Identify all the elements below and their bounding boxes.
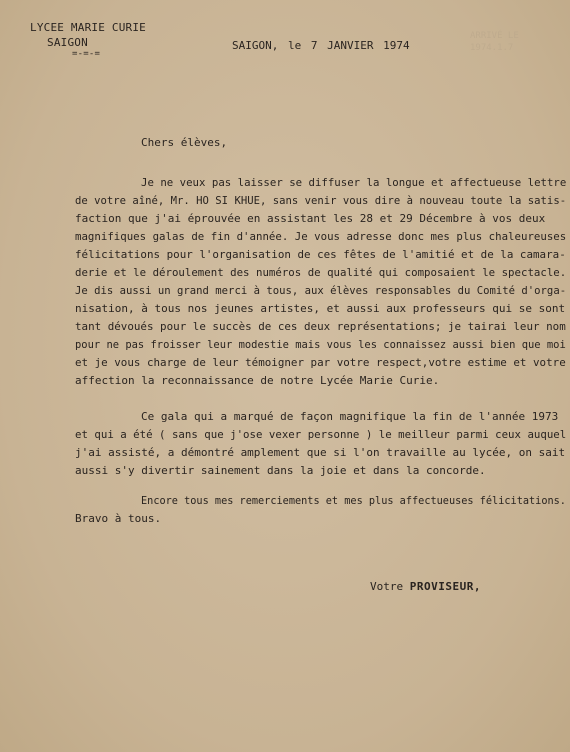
paragraph-3-line: Encore tous mes remerciements et mes plus affectueuses félicitations.: [141, 494, 566, 507]
faded-stamp: [470, 30, 565, 54]
paragraph-1-line: Je dis aussi un grand merci à tous, aux élèves responsables du Comité d'orga-: [75, 284, 567, 297]
paragraph-1-line: félicitations pour l'organisation de ces fêtes de l'amitié et de la camara-: [75, 248, 566, 261]
signature-prefix: Votre: [370, 580, 404, 593]
paragraph-1-line: derie et le déroulement des numéros de qualité qui composaient le spectacle.: [75, 266, 567, 279]
paragraph-1-line: magnifiques galas de fin d'année. Je vous adresse donc mes plus chaleureuses: [75, 230, 567, 243]
dateline: SAIGON, le 7 JANVIER 1974: [232, 39, 410, 52]
stamp-line-1: ARRIVÉ LE: [470, 31, 519, 41]
paragraph-1-line: affection la reconnaissance de notre Lycée Marie Curie.: [75, 374, 440, 387]
paragraph-2-line: Ce gala qui a marqué de façon magnifique la fin de l'année 1973: [141, 410, 559, 423]
school-name: LYCEE MARIE CURIE: [30, 21, 146, 34]
greeting: Chers élèves,: [141, 136, 228, 149]
paragraph-1-line: tant dévoués pour le succès de ces deux représentations; je tairai leur nom: [75, 320, 566, 333]
paragraph-2-line: et qui a été ( sans que j'ose vexer personne ) le meilleur parmi ceux auquel: [75, 428, 567, 441]
signature-block: [370, 580, 481, 593]
paragraph-2-line: j'ai assisté, a démontré amplement que si l'on travaille au lycée, on sait: [75, 446, 566, 459]
paragraph-1-line: nisation, à tous nos jeunes artistes, et aussi aux professeurs qui se sont: [75, 302, 566, 315]
stamp-line-2: 1974.1.7: [470, 43, 514, 53]
header-ornament: =-=-=: [72, 49, 101, 59]
school-city: SAIGON: [47, 36, 88, 49]
paragraph-1-line: pour ne pas froisser leur modestie mais vous les connaissez aussi bien que moi: [75, 338, 566, 351]
school-header: [30, 20, 146, 58]
paragraph-1-line: de votre aîné, Mr. HO SI KHUE, sans venir vous dire à nouveau toute la satis-: [75, 194, 567, 207]
paragraph-1-line: Je ne veux pas laisser se diffuser la longue et affectueuse lettre: [141, 176, 567, 189]
paragraph-3-line: Bravo à tous.: [75, 512, 162, 525]
paragraph-2-line: aussi s'y divertir sainement dans la joie et dans la concorde.: [75, 464, 486, 477]
paragraph-1-line: et je vous charge de leur témoigner par votre respect,votre estime et votre: [75, 356, 566, 369]
signature-title: PROVISEUR,: [409, 580, 481, 593]
paragraph-1-line: faction que j'ai éprouvée en assistant les 28 et 29 Décembre à vos deux: [75, 212, 546, 225]
